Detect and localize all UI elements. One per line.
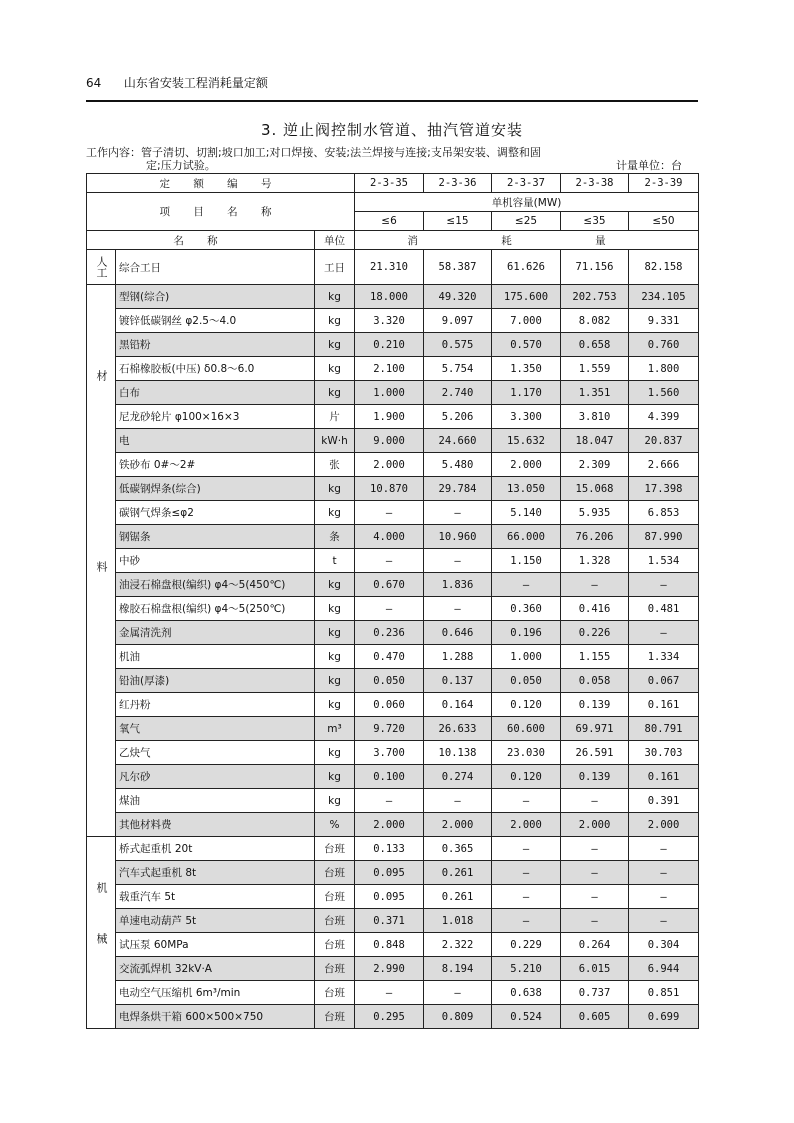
item-unit: kg — [315, 333, 355, 357]
item-name: 其他材料费 — [116, 813, 315, 837]
quantity-cell: 82.158 — [629, 250, 699, 285]
item-unit: kg — [315, 573, 355, 597]
item-name: 交流弧焊机 32kV·A — [116, 957, 315, 981]
quantity-cell: 1.800 — [629, 357, 699, 381]
capacity-value: ≤25 — [492, 212, 561, 231]
item-unit: 台班 — [315, 861, 355, 885]
quantity-cell: 1.900 — [355, 405, 424, 429]
item-name: 汽车式起重机 8t — [116, 861, 315, 885]
item-unit: kg — [315, 597, 355, 621]
item-name: 型钢(综合) — [116, 285, 315, 309]
quota-code: 2-3-36 — [424, 174, 492, 193]
quantity-cell: 0.196 — [492, 621, 561, 645]
item-unit: 台班 — [315, 933, 355, 957]
quantity-cell: 7.000 — [492, 309, 561, 333]
quantity-cell: 0.670 — [355, 573, 424, 597]
quantity-cell: 0.050 — [492, 669, 561, 693]
quantity-cell: 5.480 — [424, 453, 492, 477]
item-unit: kg — [315, 693, 355, 717]
quantity-cell: 0.605 — [561, 1005, 629, 1029]
quantity-cell: 0.646 — [424, 621, 492, 645]
quantity-cell: 0.137 — [424, 669, 492, 693]
name-column-header: 名 称 — [87, 231, 315, 250]
quantity-cell: 26.633 — [424, 717, 492, 741]
category-label: 机械 — [87, 837, 116, 1029]
book-title: 山东省安装工程消耗量定额 — [123, 76, 268, 90]
item-name: 载重汽车 5t — [116, 885, 315, 909]
quantity-cell: 3.810 — [561, 405, 629, 429]
quantity-cell: — — [561, 573, 629, 597]
quantity-cell: 60.600 — [492, 717, 561, 741]
category-label: 人工 — [87, 250, 116, 285]
item-name: 电动空气压缩机 6m³/min — [116, 981, 315, 1005]
quantity-cell: 49.320 — [424, 285, 492, 309]
quantity-cell: 9.097 — [424, 309, 492, 333]
quantity-cell: — — [355, 597, 424, 621]
table-row — [87, 981, 699, 1005]
quota-table — [86, 173, 699, 1029]
quantity-cell: 30.703 — [629, 741, 699, 765]
consumption-header: 消 耗 量 — [355, 231, 699, 250]
item-unit: 台班 — [315, 957, 355, 981]
table-row — [87, 1005, 699, 1029]
quantity-cell: 1.288 — [424, 645, 492, 669]
capacity-value: ≤50 — [629, 212, 699, 231]
quantity-cell: 2.000 — [561, 813, 629, 837]
quantity-cell: 5.754 — [424, 357, 492, 381]
table-row — [87, 357, 699, 381]
quantity-cell: — — [424, 981, 492, 1005]
quantity-cell: 0.236 — [355, 621, 424, 645]
item-unit: 片 — [315, 405, 355, 429]
item-name: 桥式起重机 20t — [116, 837, 315, 861]
quantity-cell: 13.050 — [492, 477, 561, 501]
quantity-cell: 0.371 — [355, 909, 424, 933]
quantity-cell: 1.334 — [629, 645, 699, 669]
quantity-cell: 0.120 — [492, 765, 561, 789]
quantity-cell: — — [355, 549, 424, 573]
quantity-cell: — — [629, 909, 699, 933]
quantity-cell: — — [561, 885, 629, 909]
item-unit: 台班 — [315, 837, 355, 861]
item-unit: kg — [315, 621, 355, 645]
quantity-cell: 0.133 — [355, 837, 424, 861]
quantity-cell: 0.120 — [492, 693, 561, 717]
quantity-cell: 0.470 — [355, 645, 424, 669]
quantity-cell: 0.737 — [561, 981, 629, 1005]
quantity-cell: 1.534 — [629, 549, 699, 573]
quantity-cell: 8.194 — [424, 957, 492, 981]
item-name: 试压泵 60MPa — [116, 933, 315, 957]
item-unit: 工日 — [315, 250, 355, 285]
quantity-cell: 2.322 — [424, 933, 492, 957]
item-unit: 台班 — [315, 885, 355, 909]
table-row — [87, 909, 699, 933]
quantity-cell: 1.170 — [492, 381, 561, 405]
column-header-row — [87, 231, 699, 250]
item-unit: kW·h — [315, 429, 355, 453]
quantity-cell: 0.658 — [561, 333, 629, 357]
capacity-label: 单机容量(MW) — [355, 193, 699, 212]
quantity-cell: — — [355, 981, 424, 1005]
quantity-cell: 5.140 — [492, 501, 561, 525]
quantity-cell: 4.399 — [629, 405, 699, 429]
quantity-cell: 0.095 — [355, 885, 424, 909]
quantity-cell: 76.206 — [561, 525, 629, 549]
quota-table-wrapper — [86, 173, 699, 1029]
item-name: 油浸石棉盘根(编织) φ4～5(450℃) — [116, 573, 315, 597]
quantity-cell: — — [629, 837, 699, 861]
capacity-value: ≤15 — [424, 212, 492, 231]
quantity-cell: 0.391 — [629, 789, 699, 813]
quantity-cell: 2.309 — [561, 453, 629, 477]
quantity-cell: 2.666 — [629, 453, 699, 477]
quantity-cell: 4.000 — [355, 525, 424, 549]
quantity-cell: — — [561, 909, 629, 933]
quantity-cell: 9.331 — [629, 309, 699, 333]
item-unit: % — [315, 813, 355, 837]
item-unit: 台班 — [315, 909, 355, 933]
quantity-cell: — — [424, 549, 492, 573]
quantity-cell: 175.600 — [492, 285, 561, 309]
quota-code: 2-3-37 — [492, 174, 561, 193]
item-unit: kg — [315, 285, 355, 309]
quantity-cell: 24.660 — [424, 429, 492, 453]
quantity-cell: 202.753 — [561, 285, 629, 309]
work-content-line-2: 定;压力试验。 — [146, 159, 216, 172]
measure-unit: 计量单位：台 — [616, 159, 682, 172]
item-unit: kg — [315, 669, 355, 693]
table-row — [87, 477, 699, 501]
item-name: 金属清洗剂 — [116, 621, 315, 645]
quantity-cell: 0.226 — [561, 621, 629, 645]
quantity-cell: 1.836 — [424, 573, 492, 597]
quantity-cell: 1.328 — [561, 549, 629, 573]
quantity-cell: 0.809 — [424, 1005, 492, 1029]
quantity-cell: 1.000 — [355, 381, 424, 405]
quantity-cell: 1.559 — [561, 357, 629, 381]
quantity-cell: 2.000 — [355, 453, 424, 477]
capacity-value: ≤35 — [561, 212, 629, 231]
quantity-cell: 2.000 — [355, 813, 424, 837]
quantity-cell: 0.416 — [561, 597, 629, 621]
table-row — [87, 405, 699, 429]
quantity-cell: 9.000 — [355, 429, 424, 453]
quantity-cell: 2.000 — [492, 453, 561, 477]
quantity-cell: — — [492, 861, 561, 885]
item-unit: t — [315, 549, 355, 573]
quantity-cell: 26.591 — [561, 741, 629, 765]
table-row — [87, 741, 699, 765]
quantity-cell: 0.210 — [355, 333, 424, 357]
quantity-cell: — — [629, 885, 699, 909]
page-number: 64 — [86, 76, 102, 90]
table-row — [87, 501, 699, 525]
quantity-cell: 0.095 — [355, 861, 424, 885]
item-name: 铁砂布 0#～2# — [116, 453, 315, 477]
quantity-cell: 3.320 — [355, 309, 424, 333]
quantity-cell: 3.300 — [492, 405, 561, 429]
item-name: 铅油(厚漆) — [116, 669, 315, 693]
quantity-cell: 10.960 — [424, 525, 492, 549]
table-row — [87, 789, 699, 813]
quantity-cell: 6.853 — [629, 501, 699, 525]
quantity-cell: — — [424, 597, 492, 621]
quantity-cell: — — [424, 501, 492, 525]
item-name: 电 — [116, 429, 315, 453]
quantity-cell: 61.626 — [492, 250, 561, 285]
table-row — [87, 453, 699, 477]
quantity-cell: 23.030 — [492, 741, 561, 765]
item-name: 低碳钢焊条(综合) — [116, 477, 315, 501]
quantity-cell: 0.229 — [492, 933, 561, 957]
quantity-cell: 18.000 — [355, 285, 424, 309]
item-unit: kg — [315, 501, 355, 525]
quantity-cell: 0.295 — [355, 1005, 424, 1029]
quantity-cell: 15.068 — [561, 477, 629, 501]
table-row — [87, 250, 699, 285]
table-row — [87, 669, 699, 693]
page-header — [86, 74, 698, 91]
quantity-cell: 0.575 — [424, 333, 492, 357]
quantity-cell: 0.100 — [355, 765, 424, 789]
quantity-cell: 2.990 — [355, 957, 424, 981]
item-name: 乙炔气 — [116, 741, 315, 765]
quantity-cell: 0.851 — [629, 981, 699, 1005]
quantity-cell: 58.387 — [424, 250, 492, 285]
quantity-cell: 234.105 — [629, 285, 699, 309]
quantity-cell: 18.047 — [561, 429, 629, 453]
item-name: 石棉橡胶板(中压) δ0.8～6.0 — [116, 357, 315, 381]
quantity-cell: 3.700 — [355, 741, 424, 765]
quantity-cell: 0.139 — [561, 693, 629, 717]
table-row — [87, 813, 699, 837]
quantity-cell: 69.971 — [561, 717, 629, 741]
quantity-cell: 87.990 — [629, 525, 699, 549]
quantity-cell: — — [424, 789, 492, 813]
quantity-cell: 1.350 — [492, 357, 561, 381]
table-row — [87, 861, 699, 885]
quantity-cell: 0.274 — [424, 765, 492, 789]
quantity-cell: 0.161 — [629, 765, 699, 789]
quantity-cell: 0.050 — [355, 669, 424, 693]
quantity-cell: 0.164 — [424, 693, 492, 717]
quantity-cell: 20.837 — [629, 429, 699, 453]
quantity-cell: 17.398 — [629, 477, 699, 501]
table-row — [87, 285, 699, 309]
quantity-cell: 1.155 — [561, 645, 629, 669]
quantity-cell: 0.261 — [424, 861, 492, 885]
item-name: 黑铅粉 — [116, 333, 315, 357]
table-row — [87, 645, 699, 669]
item-unit: kg — [315, 741, 355, 765]
quantity-cell: — — [629, 861, 699, 885]
section-title: 3. 逆止阀控制水管道、抽汽管道安装 — [260, 121, 524, 139]
item-unit: kg — [315, 789, 355, 813]
quantity-cell: — — [492, 837, 561, 861]
quantity-cell: 1.351 — [561, 381, 629, 405]
quantity-cell: 0.161 — [629, 693, 699, 717]
table-row — [87, 621, 699, 645]
item-name: 凡尔砂 — [116, 765, 315, 789]
quantity-cell: 5.206 — [424, 405, 492, 429]
quantity-cell: 8.082 — [561, 309, 629, 333]
table-row — [87, 573, 699, 597]
quantity-cell: 0.360 — [492, 597, 561, 621]
quantity-cell: — — [492, 885, 561, 909]
quantity-cell: 0.638 — [492, 981, 561, 1005]
quantity-cell: 9.720 — [355, 717, 424, 741]
item-name: 红丹粉 — [116, 693, 315, 717]
item-name: 机油 — [116, 645, 315, 669]
table-row — [87, 381, 699, 405]
quota-table-body — [87, 174, 699, 1029]
item-name: 碳钢气焊条≤φ2 — [116, 501, 315, 525]
quantity-cell: 0.481 — [629, 597, 699, 621]
quantity-cell: — — [492, 789, 561, 813]
quantity-cell: 2.740 — [424, 381, 492, 405]
quantity-cell: — — [629, 621, 699, 645]
quantity-cell: 2.000 — [629, 813, 699, 837]
quantity-cell: 0.067 — [629, 669, 699, 693]
item-name: 钢锯条 — [116, 525, 315, 549]
quota-code: 2-3-35 — [355, 174, 424, 193]
quantity-cell: 6.944 — [629, 957, 699, 981]
quantity-cell: — — [492, 573, 561, 597]
quantity-cell: 0.524 — [492, 1005, 561, 1029]
quantity-cell: 21.310 — [355, 250, 424, 285]
quantity-cell: 0.264 — [561, 933, 629, 957]
table-row — [87, 717, 699, 741]
table-row — [87, 693, 699, 717]
item-name: 橡胶石棉盘根(编织) φ4～5(250℃) — [116, 597, 315, 621]
item-unit: kg — [315, 765, 355, 789]
unit-column-header: 单位 — [315, 231, 355, 250]
item-unit: kg — [315, 309, 355, 333]
item-unit: kg — [315, 381, 355, 405]
quantity-cell: 29.784 — [424, 477, 492, 501]
item-name: 中砂 — [116, 549, 315, 573]
item-name: 综合工日 — [116, 250, 315, 285]
item-unit: 条 — [315, 525, 355, 549]
quantity-cell: 1.150 — [492, 549, 561, 573]
table-row — [87, 933, 699, 957]
quantity-cell: 71.156 — [561, 250, 629, 285]
quantity-cell: — — [355, 501, 424, 525]
item-unit: 台班 — [315, 1005, 355, 1029]
capacity-value: ≤6 — [355, 212, 424, 231]
header-rule — [86, 100, 698, 102]
table-row — [87, 837, 699, 861]
quantity-cell: 0.848 — [355, 933, 424, 957]
quantity-cell: — — [492, 909, 561, 933]
quota-number-label: 定 额 编 号 — [87, 174, 355, 193]
item-name-label: 项 目 名 称 — [87, 193, 355, 231]
quantity-cell: — — [629, 573, 699, 597]
quantity-cell: 0.060 — [355, 693, 424, 717]
quantity-cell: 1.018 — [424, 909, 492, 933]
quantity-cell: 0.304 — [629, 933, 699, 957]
quantity-cell: 0.699 — [629, 1005, 699, 1029]
quantity-cell: 15.632 — [492, 429, 561, 453]
quantity-cell: 10.870 — [355, 477, 424, 501]
quantity-cell: 0.139 — [561, 765, 629, 789]
work-content — [86, 146, 698, 172]
item-unit: 台班 — [315, 981, 355, 1005]
work-content-line-1: 工作内容：管子清切、切割;坡口加工;对口焊接、安装;法兰焊接与连接;支吊架安装、调整和固 — [86, 146, 541, 159]
quantity-cell: 1.000 — [492, 645, 561, 669]
quantity-cell: 5.210 — [492, 957, 561, 981]
quantity-cell: — — [561, 837, 629, 861]
table-row — [87, 885, 699, 909]
item-name: 电焊条烘干箱 600×500×750 — [116, 1005, 315, 1029]
quota-code: 2-3-38 — [561, 174, 629, 193]
item-unit: 张 — [315, 453, 355, 477]
item-unit: m³ — [315, 717, 355, 741]
table-row — [87, 549, 699, 573]
quantity-cell: 66.000 — [492, 525, 561, 549]
table-row — [87, 957, 699, 981]
quantity-cell: 5.935 — [561, 501, 629, 525]
item-unit: kg — [315, 357, 355, 381]
quota-number-row — [87, 174, 699, 193]
item-name: 白布 — [116, 381, 315, 405]
item-name: 镀锌低碳钢丝 φ2.5～4.0 — [116, 309, 315, 333]
table-row — [87, 765, 699, 789]
item-name: 尼龙砂轮片 φ100×16×3 — [116, 405, 315, 429]
quantity-cell: 0.261 — [424, 885, 492, 909]
quantity-cell: — — [561, 861, 629, 885]
quantity-cell: 0.365 — [424, 837, 492, 861]
quantity-cell: 1.560 — [629, 381, 699, 405]
quantity-cell: — — [561, 789, 629, 813]
table-row — [87, 597, 699, 621]
table-row — [87, 309, 699, 333]
table-row — [87, 333, 699, 357]
quantity-cell: — — [355, 789, 424, 813]
quantity-cell: 6.015 — [561, 957, 629, 981]
quantity-cell: 0.058 — [561, 669, 629, 693]
item-unit: kg — [315, 477, 355, 501]
quantity-cell: 0.760 — [629, 333, 699, 357]
quantity-cell: 2.000 — [492, 813, 561, 837]
quantity-cell: 10.138 — [424, 741, 492, 765]
quota-code: 2-3-39 — [629, 174, 699, 193]
table-row — [87, 525, 699, 549]
table-row — [87, 429, 699, 453]
quantity-cell: 0.570 — [492, 333, 561, 357]
item-unit: kg — [315, 645, 355, 669]
quantity-cell: 2.100 — [355, 357, 424, 381]
quantity-cell: 2.000 — [424, 813, 492, 837]
item-name: 单速电动葫芦 5t — [116, 909, 315, 933]
quantity-cell: 80.791 — [629, 717, 699, 741]
capacity-label-row — [87, 193, 699, 212]
item-name: 煤油 — [116, 789, 315, 813]
item-name: 氧气 — [116, 717, 315, 741]
category-label: 材料 — [87, 285, 116, 837]
